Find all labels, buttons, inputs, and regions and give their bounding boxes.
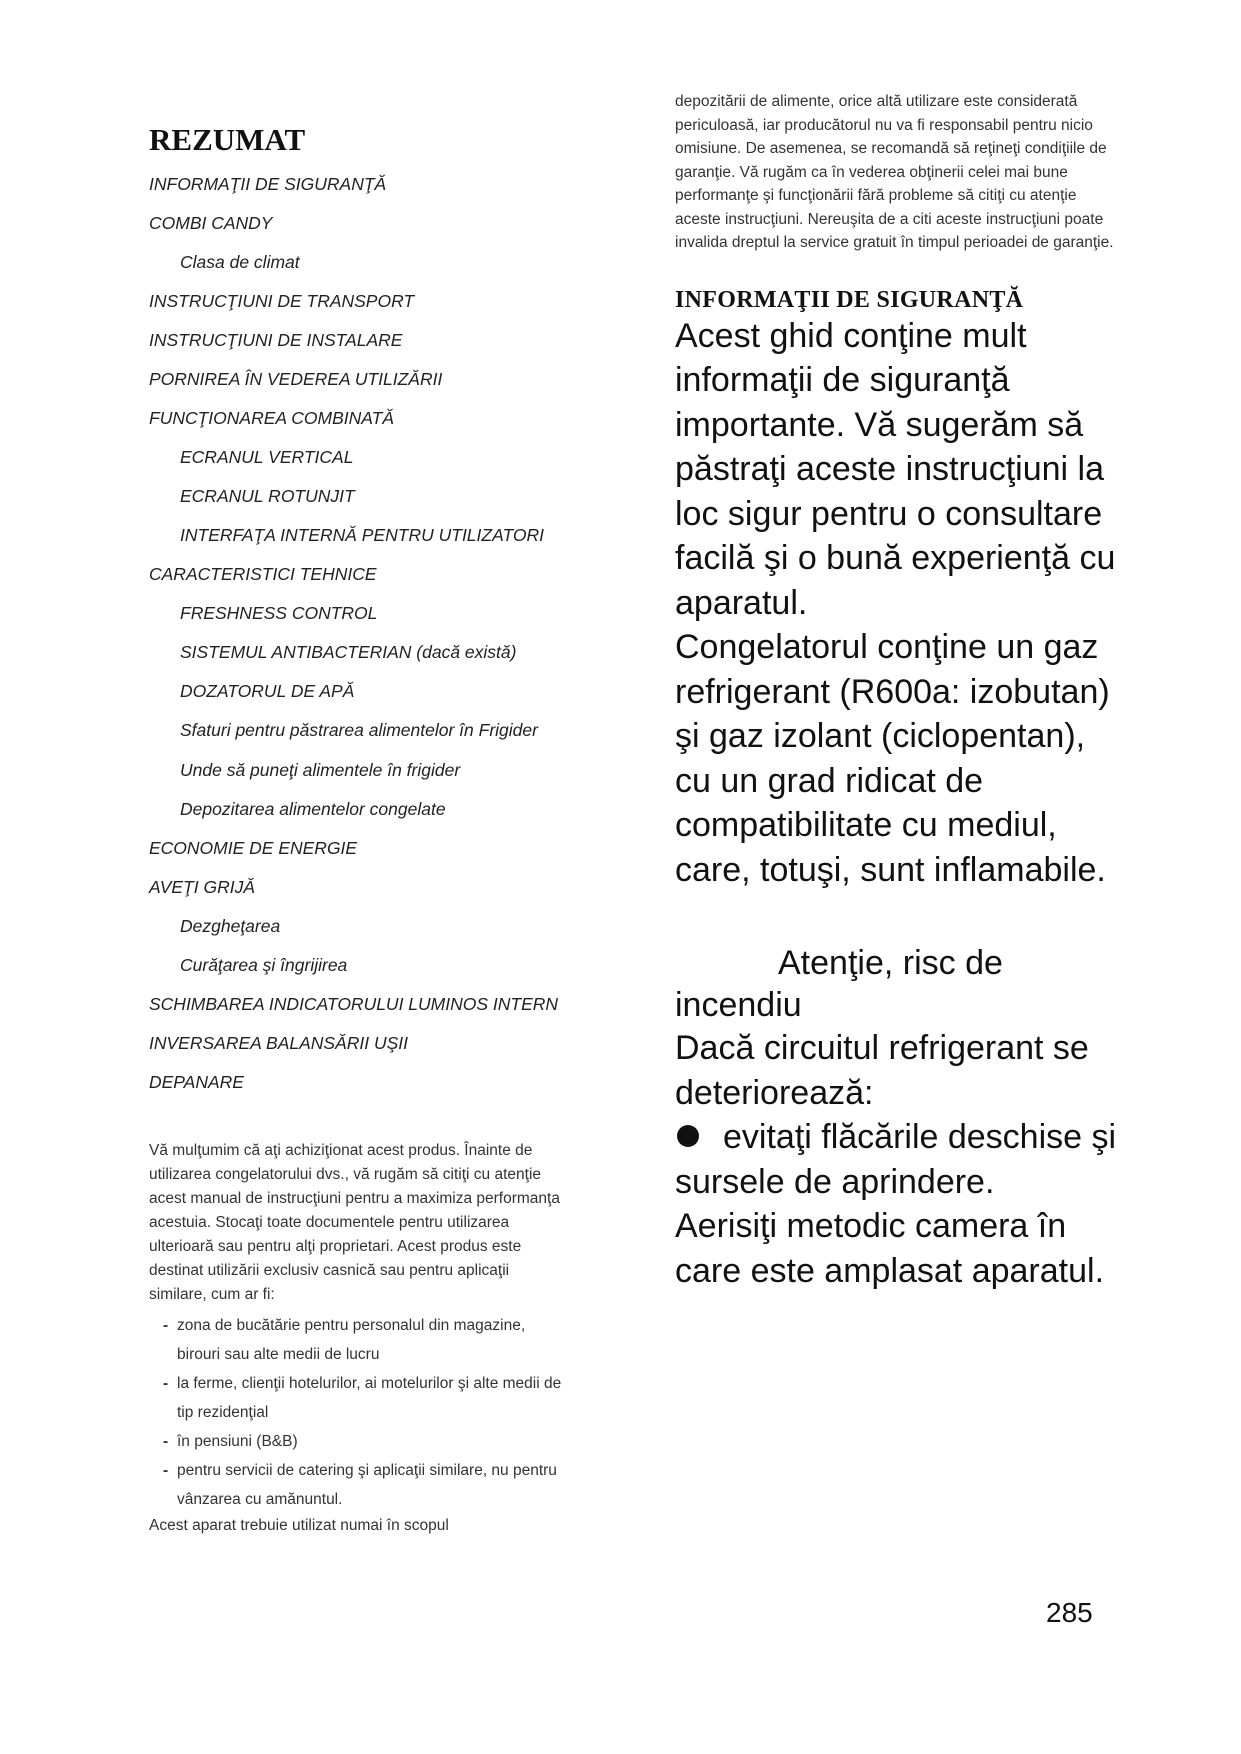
toc-item: SISTEMUL ANTIBACTERIAN (dacă există) bbox=[180, 642, 517, 662]
toc-item: INSTRUCŢIUNI DE INSTALARE bbox=[149, 330, 403, 350]
usage-list-item bbox=[149, 1427, 569, 1456]
dash-marker: - bbox=[163, 1375, 169, 1392]
left-column bbox=[149, 110, 569, 1538]
toc-item: ECONOMIE DE ENERGIE bbox=[149, 838, 358, 858]
dash-marker: - bbox=[163, 1462, 169, 1479]
toc-item: INTERFAŢA INTERNĂ PENTRU UTILIZATORI bbox=[180, 525, 544, 545]
toc-item: Curăţarea şi îngrijirea bbox=[180, 955, 348, 975]
toc-item: INVERSAREA BALANSĂRII UŞII bbox=[149, 1033, 409, 1053]
toc-item: PORNIREA ÎN VEDEREA UTILIZĂRII bbox=[149, 369, 443, 389]
usage-list-text: la ferme, clienţii hotelurilor, ai motelurilor şi alte medii de tip rezidenţial bbox=[177, 1375, 562, 1421]
toc-item: Unde să puneţi alimentele în frigider bbox=[180, 760, 461, 780]
right-column bbox=[675, 90, 1125, 1293]
toc-item: INSTRUCŢIUNI DE TRANSPORT bbox=[149, 291, 415, 311]
dash-marker: - bbox=[163, 1317, 169, 1334]
usage-list-text: zona de bucătărie pentru personalul din magazine, birouri sau alte medii de lucru bbox=[177, 1317, 526, 1363]
ventilate-instruction: Aerisiţi metodic camera în care este amplasat aparatul. bbox=[675, 1207, 1105, 1290]
table-of-contents bbox=[149, 172, 569, 1094]
toc-item: Clasa de climat bbox=[180, 252, 300, 272]
circuit-bullet bbox=[675, 1115, 1125, 1204]
toc-item: Sfaturi pentru păstrarea alimentelor în Frigider bbox=[180, 720, 538, 740]
toc-item: FUNCŢIONAREA COMBINATĂ bbox=[149, 408, 395, 428]
safety-content bbox=[675, 314, 1125, 1294]
circuit-bullet-text: evitaţi flăcările deschise şi sursele de aprindere. bbox=[675, 1118, 1117, 1201]
usage-list-item bbox=[149, 1311, 569, 1369]
toc-item: Dezgheţarea bbox=[180, 916, 281, 936]
toc-item: CARACTERISTICI TEHNICE bbox=[149, 564, 377, 584]
fire-warning-line2: incendiu bbox=[675, 986, 802, 1024]
intro-paragraph: Vă mulţumim că aţi achiziţionat acest produs. Înainte de utilizarea congelatorului dvs., vă rugăm să citiţi cu atenţie acest manual de instrucţiuni pentru a maximiza performanţa acestuia. Stocaţi toate documentele pentru utilizarea ulterioară sau pentru alţi proprietari. Acest produs este destinat utilizării exclusiv casnică sau pentru aplicaţii similare, cum ar fi: bbox=[149, 1142, 560, 1303]
page-number: 285 bbox=[1046, 1597, 1093, 1628]
toc-title: REZUMAT bbox=[149, 122, 306, 157]
usage-list-item bbox=[149, 1456, 569, 1514]
intro-section bbox=[149, 1139, 569, 1538]
usage-list-text: în pensiuni (B&B) bbox=[177, 1433, 298, 1450]
toc-item: DOZATORUL DE APĂ bbox=[180, 681, 355, 701]
toc-item: INFORMAŢII DE SIGURANŢĂ bbox=[149, 174, 387, 194]
gas-info: Congelatorul conţine un gaz refrigerant (R600a: izobutan) şi gaz izolant (ciclopentan), cu un grad ridicat de compatibilitate cu mediul, care, totuşi, sunt inflamabile. bbox=[675, 628, 1110, 889]
toc-item: DEPANARE bbox=[149, 1072, 244, 1092]
dash-marker: - bbox=[163, 1433, 169, 1450]
bullet-dot-icon bbox=[677, 1125, 699, 1147]
toc-item: ECRANUL VERTICAL bbox=[180, 447, 354, 467]
toc-item: Depozitarea alimentelor congelate bbox=[180, 799, 446, 819]
usage-list-item bbox=[149, 1369, 569, 1427]
fire-warning-line1: Atenţie, risc de bbox=[778, 944, 1003, 982]
toc-item: FRESHNESS CONTROL bbox=[180, 603, 378, 623]
toc-item: ECRANUL ROTUNJIT bbox=[180, 486, 355, 506]
continuation-paragraph: depozitării de alimente, orice altă utilizare este considerată periculoasă, iar producătorul nu va fi responsabil pentru nicio omisiune. De asemenea, se recomandă să reţineţi condiţiile de garanţie. Vă rugăm ca în vederea obţinerii celei mai bune performanţe şi funcţionării fără probleme să citiţi cu atenţie aceste instrucţiuni. Nereuşita de a citi aceste instrucţiuni poate invalida dreptul la service gratuit în timpul perioadei de garanţie. bbox=[675, 93, 1114, 251]
toc-item: SCHIMBAREA INDICATORULUI LUMINOS INTERN bbox=[149, 994, 559, 1014]
usage-list-text: pentru servicii de catering şi aplicaţii similare, nu pentru vânzarea cu amănuntul. bbox=[177, 1462, 557, 1508]
toc-item: AVEŢI GRIJĂ bbox=[149, 877, 255, 897]
safety-intro: Acest ghid conţine mult informaţii de siguranţă importante. Vă sugerăm să păstraţi aceste instrucţiuni la loc sigur pentru o consultare facilă şi o bună experienţă cu aparatul. bbox=[675, 316, 1116, 622]
safety-section-title: INFORMAŢII DE SIGURANŢĂ bbox=[675, 286, 1024, 313]
circuit-intro: Dacă circuitul refrigerant se deteriorează: bbox=[675, 1029, 1089, 1112]
intro-closing: Acest aparat trebuie utilizat numai în scopul bbox=[149, 1517, 449, 1534]
fire-warning bbox=[675, 942, 1125, 1026]
toc-item: COMBI CANDY bbox=[149, 213, 273, 233]
usage-list bbox=[149, 1311, 569, 1514]
